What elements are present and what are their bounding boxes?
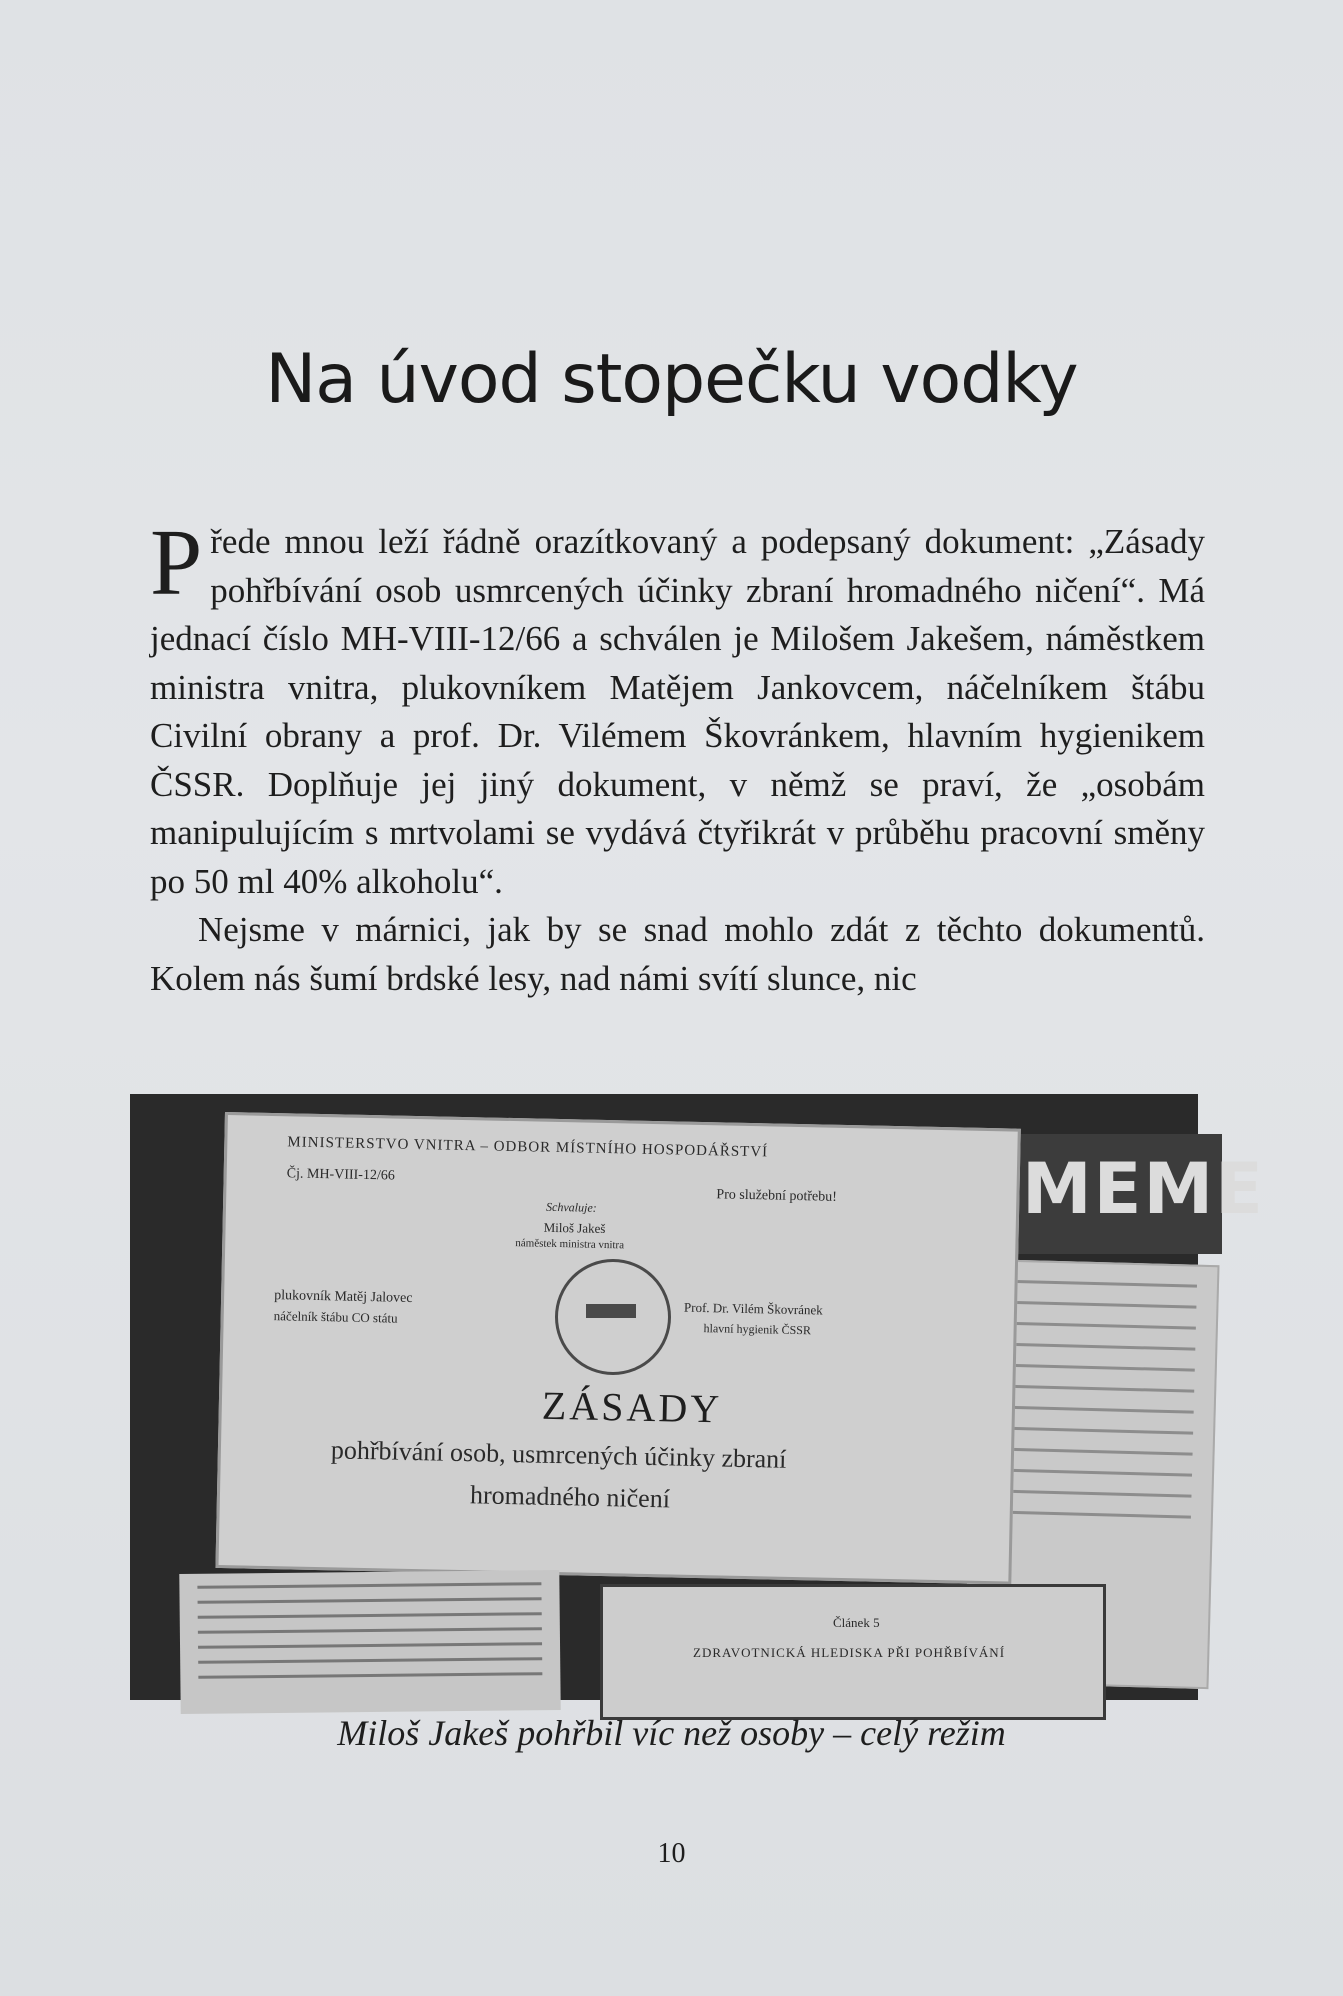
- doc-left-name: plukovník Matěj Jalovec: [274, 1288, 413, 1306]
- paragraph-1: [150, 511, 1205, 906]
- paragraph-1-text: řede mnou leží řádně orazítkovaný a podepsaný dokument: „Zásady pohřbívání osob usmrcených účinky zbraní hromadného ničení“. Má jednací číslo MH-VIII-12/66 a schválen je Milošem Jakešem, náměstkem ministra vnitra, plukovníkem Matějem Jankovcem, náčelníkem štábu Civilní obrany a prof. Dr. Vilémem Škovránkem, hlavním hygienikem ČSSR. Doplňuje jej jiný dokument, v němž se praví, že „osobám manipulujícím s mrtvolami se vydává čtyřikrát v průběhu pracovní směny po 50 ml 40% alkoholu“.: [150, 522, 1205, 901]
- doc-service-note: Pro služební potřebu!: [716, 1187, 838, 1205]
- doc-right-name: Prof. Dr. Vilém Škovránek: [683, 1299, 823, 1318]
- bottom-left-document: [179, 1570, 560, 1714]
- doc-article: Článek 5: [833, 1615, 880, 1630]
- paragraph-2: Nejsme v márnici, jak by se snad mohlo zdát z těchto dokumentů. Kolem nás šumí brdské lesy, nad námi svítí slunce, nic: [150, 910, 1205, 998]
- doc-approver-role: náměstek ministra vnitra: [515, 1237, 625, 1252]
- doc-approver-name: Miloš Jakeš: [543, 1219, 606, 1236]
- drop-cap: P: [150, 511, 203, 615]
- doc-subtitle-1: pohřbívání osob, usmrcených účinky zbraní: [330, 1435, 787, 1474]
- doc-article-title: ZDRAVOTNICKÁ HLEDISKA PŘI POHŘBÍVÁNÍ: [693, 1645, 1006, 1660]
- bleed-through-text: [150, 70, 1210, 360]
- document-photo: [130, 1094, 1265, 1700]
- bottom-right-document: [600, 1584, 1106, 1720]
- memorial-sign: MEME: [992, 1134, 1222, 1254]
- page-number: 10: [657, 1838, 686, 1869]
- official-stamp: [555, 1259, 671, 1375]
- chapter-heading: Na úvod stopečku vodky: [265, 340, 1078, 419]
- doc-ref: Čj. MH-VIII-12/66: [286, 1166, 395, 1184]
- photo-caption: Miloš Jakeš pohřbil víc než osoby – celý režim: [337, 1713, 1006, 1753]
- doc-left-role: náčelník štábu CO státu: [273, 1308, 398, 1326]
- doc-approved: Schvaluje:: [545, 1199, 597, 1215]
- doc-subtitle-2: hromadného ničení: [469, 1480, 671, 1514]
- doc-header: MINISTERSTVO VNITRA – ODBOR MÍSTNÍHO HOSPODÁŘSTVÍ: [287, 1134, 769, 1161]
- body-text: [150, 511, 1205, 1003]
- doc-title: ZÁSADY: [541, 1382, 723, 1432]
- doc-right-role: hlavní hygienik ČSSR: [703, 1321, 812, 1338]
